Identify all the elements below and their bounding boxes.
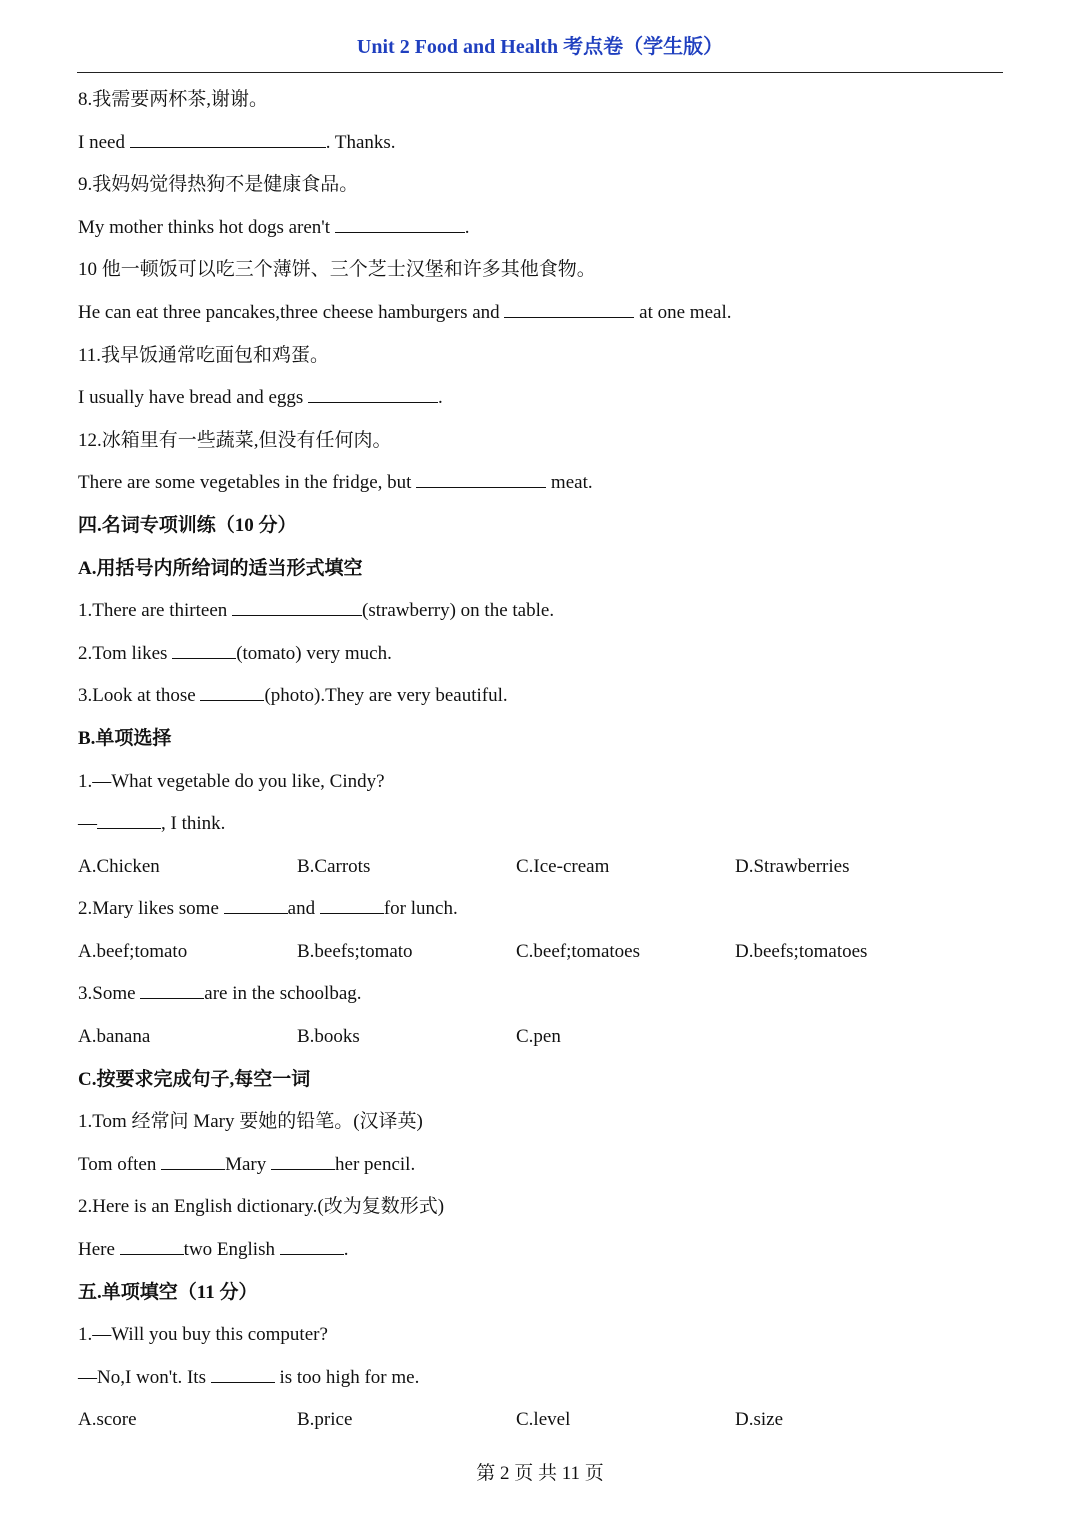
option-d[interactable]: D.beefs;tomatoes <box>735 940 868 962</box>
section-4c-title: C.按要求完成句子,每空一词 <box>78 1068 311 1090</box>
answer-blank[interactable] <box>161 1151 225 1170</box>
section-4-title: 四.名词专项训练（10 分） <box>78 514 297 536</box>
q12-text-a: There are some vegetables in the fridge, but <box>78 472 417 494</box>
answer-blank[interactable] <box>120 1236 184 1255</box>
option-b[interactable]: B.beefs;tomato <box>297 940 413 962</box>
q9-text-a: My mother thinks hot dogs aren't <box>78 216 335 238</box>
section-4b-q1-options <box>78 849 1004 892</box>
question-9-english <box>78 210 1004 253</box>
answer-blank[interactable] <box>172 640 236 659</box>
section-5-q1-options <box>78 1402 1004 1445</box>
section-4c-q1-answer <box>78 1147 1004 1190</box>
section-4b-q2-options <box>78 934 1004 977</box>
answer-blank[interactable] <box>280 1236 344 1255</box>
q8-text-b: . Thanks. <box>325 131 396 153</box>
option-b[interactable]: B.price <box>297 1409 353 1431</box>
option-c[interactable]: C.pen <box>516 1026 561 1048</box>
answer-blank[interactable] <box>335 214 465 233</box>
answer-blank[interactable] <box>97 810 161 829</box>
b2-text-b: and <box>287 898 320 920</box>
answer-blank[interactable] <box>504 299 634 318</box>
c2-text-c: . <box>343 1239 349 1261</box>
b3-text-b: are in the schoolbag. <box>204 983 362 1005</box>
question-11-english <box>78 380 1004 423</box>
answer-blank[interactable] <box>130 129 326 148</box>
q10-text-b: at one meal. <box>639 301 732 323</box>
question-8-chinese: 8.我需要两杯茶,谢谢。 <box>78 89 269 110</box>
option-c[interactable]: C.level <box>516 1409 571 1431</box>
section-4c-q1: 1.Tom 经常问 Mary 要她的铅笔。(汉译英) <box>78 1111 423 1133</box>
a3-text-b: (photo).They are very beautiful. <box>264 685 508 707</box>
answer-blank[interactable] <box>200 682 264 701</box>
a2-text-b: (tomato) very much. <box>236 642 392 664</box>
c1-text-a: Tom often <box>78 1153 162 1175</box>
a2-text-a: 2.Tom likes <box>78 642 173 664</box>
section-5-q1: 1.—Will you buy this computer? <box>78 1324 328 1346</box>
q12-text-b: meat. <box>550 472 593 494</box>
question-12-chinese: 12.冰箱里有一些蔬菜,但没有任何肉。 <box>78 429 392 451</box>
answer-blank[interactable] <box>211 1364 275 1383</box>
option-a[interactable]: A.banana <box>78 1026 151 1048</box>
option-a[interactable]: A.Chicken <box>78 855 160 877</box>
section-4b-q3 <box>78 976 1004 1019</box>
c2-text-b: two English <box>183 1239 280 1261</box>
worksheet-content <box>78 82 1004 1445</box>
section-4a-title: A.用括号内所给词的适当形式填空 <box>78 557 363 579</box>
option-a[interactable]: A.score <box>78 1409 137 1431</box>
option-d[interactable]: D.Strawberries <box>735 855 850 877</box>
b2-text-a: 2.Mary likes some <box>78 898 224 920</box>
section-4a-q2 <box>78 636 1004 679</box>
question-9-chinese: 9.我妈妈觉得热狗不是健康食品。 <box>78 174 359 196</box>
section-4b-q1: 1.—What vegetable do you like, Cindy? <box>78 770 385 792</box>
question-10-english <box>78 295 1004 338</box>
page-header-title: Unit 2 Food and Health 考点卷（学生版） <box>356 36 724 58</box>
section-4b-q1-answer <box>78 806 1004 849</box>
answer-blank[interactable] <box>232 597 362 616</box>
b1-dash: — <box>78 813 97 835</box>
b3-text-a: 3.Some <box>78 983 141 1005</box>
s5q1-text-a: —No,I won't. Its <box>78 1366 211 1388</box>
q8-text-a: I need <box>78 131 130 153</box>
section-4b-title: B.单项选择 <box>78 727 172 749</box>
section-4b-q2 <box>78 891 1004 934</box>
question-10-chinese: 10 他一顿饭可以吃三个薄饼、三个芝士汉堡和许多其他食物。 <box>78 259 596 281</box>
b2-text-c: for lunch. <box>383 898 458 920</box>
option-c[interactable]: C.Ice-cream <box>516 855 610 877</box>
option-b[interactable]: B.books <box>297 1026 360 1048</box>
section-4c-q2: 2.Here is an English dictionary.(改为复数形式) <box>78 1196 445 1218</box>
section-4a-q3 <box>78 678 1004 721</box>
section-4c-q2-answer <box>78 1232 1004 1275</box>
q9-text-b: . <box>464 216 470 238</box>
a1-text-b: (strawberry) on the table. <box>362 600 555 622</box>
question-8-english <box>78 125 1004 168</box>
a3-text-a: 3.Look at those <box>78 685 201 707</box>
answer-blank[interactable] <box>140 980 204 999</box>
question-11-chinese: 11.我早饭通常吃面包和鸡蛋。 <box>78 344 330 366</box>
s5q1-text-b: is too high for me. <box>279 1366 420 1388</box>
header-divider <box>77 72 1003 73</box>
option-d[interactable]: D.size <box>735 1409 784 1431</box>
c1-text-b: Mary <box>225 1153 272 1175</box>
b1-text: , I think. <box>161 813 226 835</box>
option-c[interactable]: C.beef;tomatoes <box>516 940 640 962</box>
section-4b-q3-options <box>78 1019 1004 1062</box>
option-a[interactable]: A.beef;tomato <box>78 940 188 962</box>
answer-blank[interactable] <box>320 895 384 914</box>
c2-text-a: Here <box>78 1239 120 1261</box>
q11-text-a: I usually have bread and eggs <box>78 387 309 409</box>
section-4a-q1 <box>78 593 1004 636</box>
a1-text-a: 1.There are thirteen <box>78 600 233 622</box>
section-5-q1-answer <box>78 1360 1004 1403</box>
answer-blank[interactable] <box>224 895 288 914</box>
page-footer: 第 2 页 共 11 页 <box>476 1463 604 1484</box>
answer-blank[interactable] <box>271 1151 335 1170</box>
option-b[interactable]: B.Carrots <box>297 855 371 877</box>
answer-blank[interactable] <box>308 384 438 403</box>
c1-text-c: her pencil. <box>335 1153 416 1175</box>
answer-blank[interactable] <box>416 469 546 488</box>
q10-text-a: He can eat three pancakes,three cheese hamburgers and <box>78 301 505 323</box>
question-12-english <box>78 465 1004 508</box>
section-5-title: 五.单项填空（11 分） <box>78 1281 258 1303</box>
q11-text-b: . <box>438 387 443 409</box>
